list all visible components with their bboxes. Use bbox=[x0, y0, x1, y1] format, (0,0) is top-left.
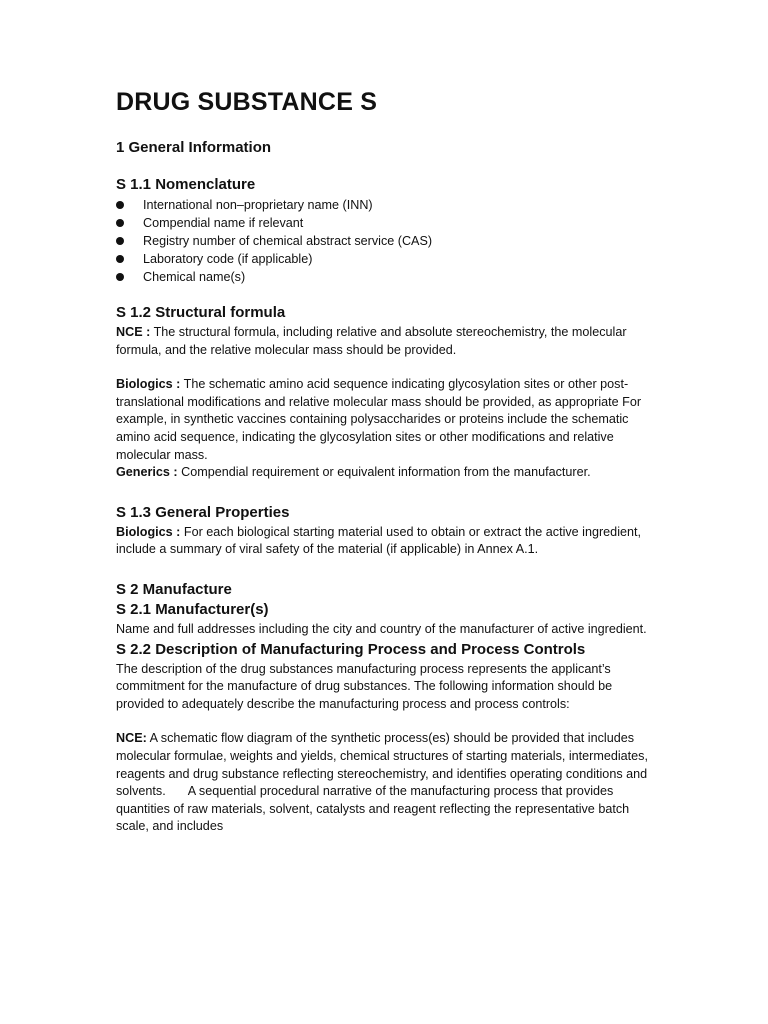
nomenclature-heading: S 1.1 Nomenclature bbox=[116, 176, 256, 193]
generics-label: Generics : bbox=[116, 465, 178, 480]
general-properties-heading: S 1.3 General Properties bbox=[116, 503, 290, 521]
list-item: Compendial name if relevant bbox=[116, 214, 656, 232]
nomenclature-list bbox=[116, 196, 656, 286]
biologics-label: Biologics : bbox=[116, 377, 181, 392]
nce-label: NCE : bbox=[116, 325, 151, 339]
manufacturers-heading: S 2.1 Manufacturer(s) bbox=[116, 600, 269, 618]
structural-formula-generics: Generics : Compendial requirement or equivalent information from the manufacturer. bbox=[116, 465, 591, 480]
bullet-icon bbox=[116, 255, 124, 263]
bullet-icon bbox=[116, 237, 124, 245]
bullet-icon bbox=[116, 273, 124, 281]
general-properties-biologics: Biologics : For each biological starting material used to obtain or extract the active ingredient, include a summary of viral safety of the material (if applicable) in Annex A.1. bbox=[116, 524, 641, 557]
bullet-icon bbox=[116, 219, 124, 227]
document-title: DRUG SUBSTANCE S bbox=[116, 88, 378, 116]
bullet-icon bbox=[116, 201, 124, 209]
structural-formula-nce: NCE : The structural formula, including relative and absolute stereochemistry, the molecular formula, and the relative molecular mass should be provided. bbox=[116, 325, 627, 357]
document-body bbox=[116, 88, 656, 836]
list-item: Registry number of chemical abstract service (CAS) bbox=[116, 232, 656, 250]
structural-formula-biologics: Biologics : The schematic amino acid sequence indicating glycosylation sites or other post-translational modifications and relative molecular mass should be provided, as appropriate For example, in synthetic vaccines containing polysaccharides or proteins include the schematic amino acid sequence, indicating the glycosylation sites or other modifications and relative molecular mass. bbox=[116, 377, 642, 462]
manufacturing-process-intro: The description of the drug substances manufacturing process represents the applicant’s commitment for the manufacture of drug substances. The following information should be provided to adequately describe the manufacturing process and process controls: bbox=[116, 661, 613, 711]
manufacturing-process-nce: NCE: A schematic flow diagram of the synthetic process(es) should be provided that includes molecular formulae, weights and yields, chemical structures of starting materials, intermediates, reagents and drug substance reflecting stereochemistry, and identifies operating conditions and solvents. A sequential procedural narrative of the manufacturing process that provides quantities of raw materials, solvent, catalysts and reagent reflecting the representative batch scale, and includes bbox=[116, 731, 648, 834]
manufacturing-process-heading: S 2.2 Description of Manufacturing Process and Process Controls bbox=[116, 640, 586, 658]
list-item: Chemical name(s) bbox=[116, 268, 656, 286]
manufacture-heading: S 2 Manufacture bbox=[116, 580, 232, 598]
list-item: International non–proprietary name (INN) bbox=[116, 196, 656, 214]
structural-formula-heading: S 1.2 Structural formula bbox=[116, 304, 286, 321]
nce-label: NCE: bbox=[116, 731, 147, 746]
manufacturers-text: Name and full addresses including the city and country of the manufacturer of active ingredient. bbox=[116, 621, 647, 636]
biologics-label: Biologics : bbox=[116, 524, 181, 539]
list-item: Laboratory code (if applicable) bbox=[116, 250, 656, 268]
general-information-heading: 1 General Information bbox=[116, 139, 272, 156]
